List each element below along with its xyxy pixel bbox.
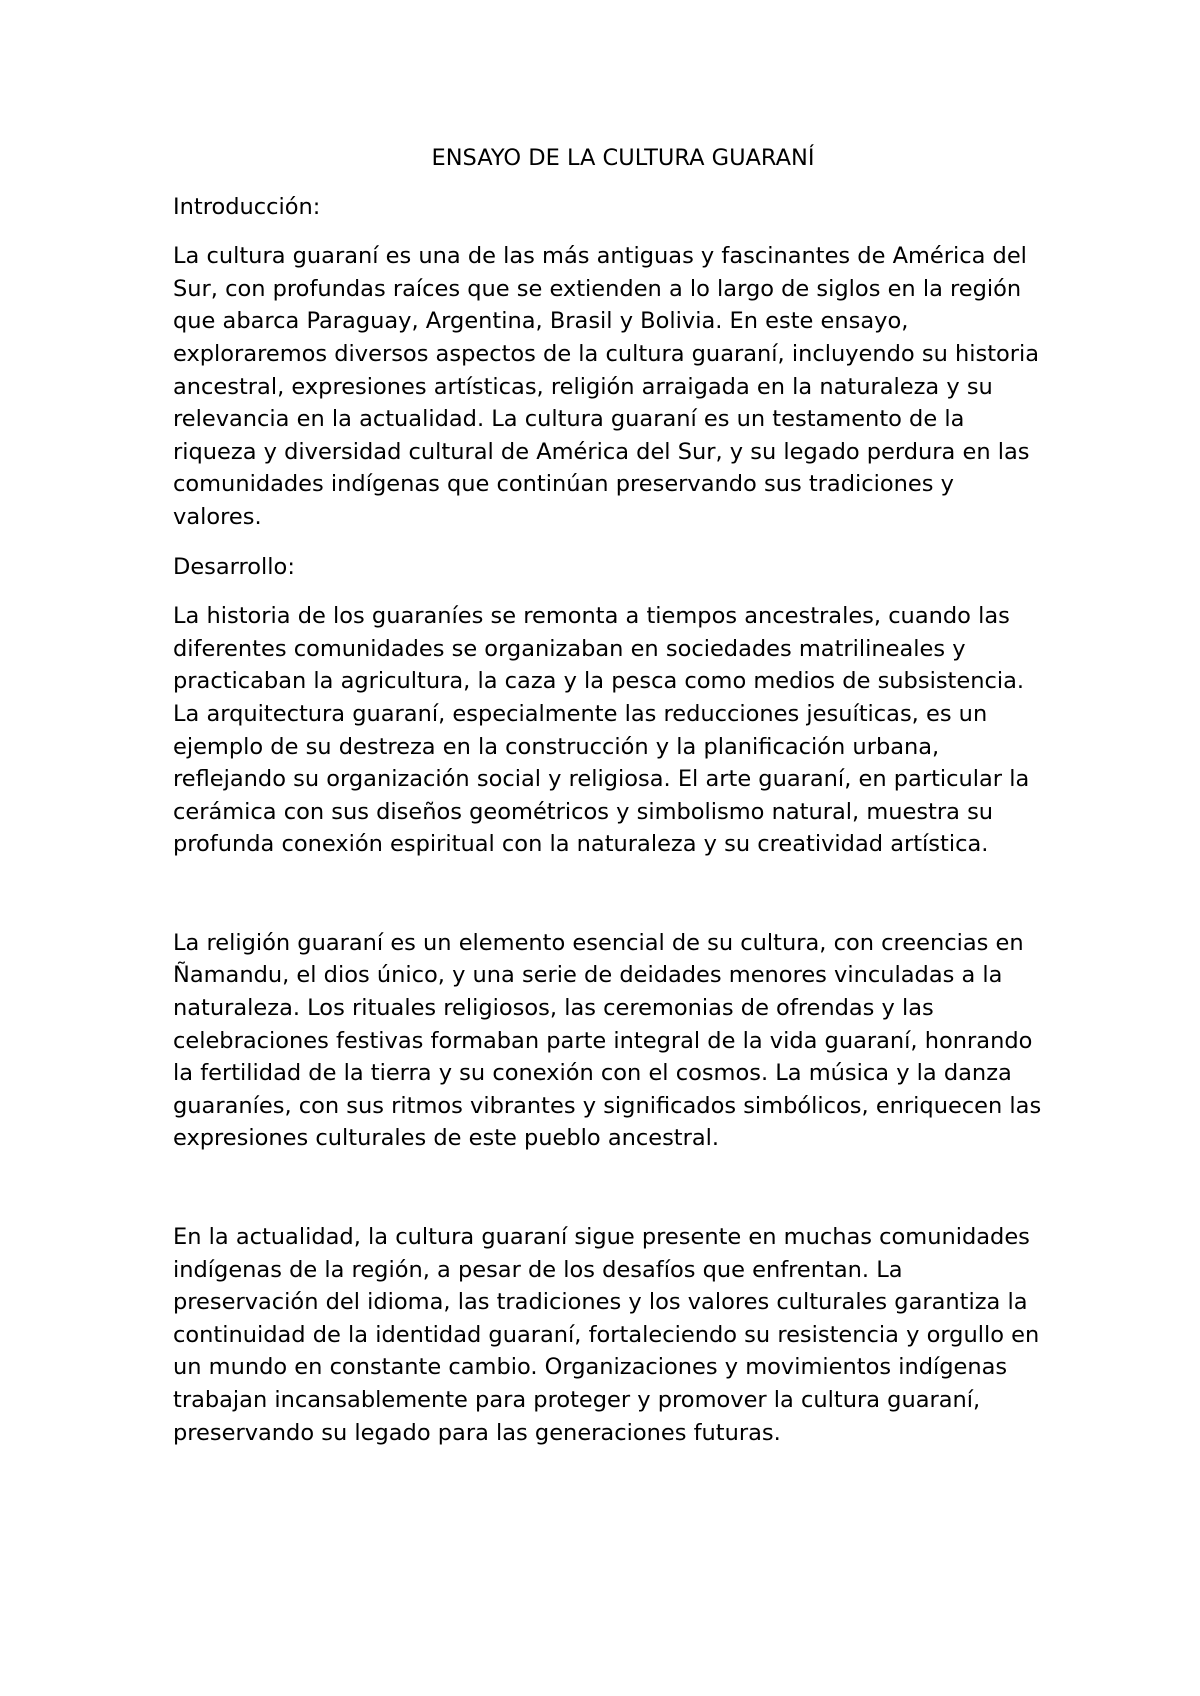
development-paragraph-present: En la actualidad, la cultura guaraní sigue presente en muchas comunidades indígenas de la región, a pesar de los desafíos que enfrentan. La preservación del idioma, las tradiciones y los valores culturales garantiza la continuidad de la identidad guaraní, fortaleciendo su resistencia y orgullo en un mundo en constante cambio. Organizaciones y movimientos indígenas trabajan incansablemente para proteger y promover la cultura guaraní, preservando su legado para las generaciones futuras. bbox=[173, 1224, 1040, 1446]
development-paragraph-history: La historia de los guaraníes se remonta a tiempos ancestrales, cuando las diferentes comunidades se organizaban en sociedades matrilineales y practicaban la agricultura, la caza y la pesca como medios de subsistencia. La arquitectura guaraní, especialmente las reducciones jesuíticas, es un ejemplo de su destreza en la construcción y la planificación urbana, reflejando su organización social y religiosa. El arte guaraní, en particular la cerámica con sus diseños geométricos y simbolismo natural, muestra su profunda conexión espiritual con la naturaleza y su creatividad artística. bbox=[173, 603, 1030, 858]
blank-line bbox=[173, 878, 1043, 927]
intro-heading: Introducción: bbox=[173, 193, 321, 220]
development-paragraph-religion: La religión guaraní es un elemento esencial de su cultura, con creencias en Ñamandu, el dios único, y una serie de deidades menores vinculadas a la naturaleza. Los rituales religiosos, las ceremonias de ofrendas y las celebraciones festivas formaban parte integral de la vida guaraní, honrando la fertilidad de la tierra y su conexión con el cosmos. La música y la danza guaraníes, con sus ritmos vibrantes y significados simbólicos, enriquecen las expresiones culturales de este pueblo ancestral. bbox=[173, 929, 1042, 1152]
document-title: ENSAYO DE LA CULTURA GUARANÍ bbox=[431, 145, 815, 171]
intro-paragraph: La cultura guaraní es una de las más antiguas y fascinantes de América del Sur, con profundas raíces que se extienden a lo largo de siglos en la región que abarca Paraguay, Argentina, Brasil y Bolivia. En este ensayo, exploraremos diversos aspectos de la cultura guaraní, incluyendo su historia ancestral, expresiones artísticas, religión arraigada en la naturaleza y su relevancia en la actualidad. La cultura guaraní es un testamento de la riqueza y diversidad cultural de América del Sur, y su legado perdura en las comunidades indígenas que continúan preservando sus tradiciones y valores. bbox=[173, 243, 1040, 530]
document-body bbox=[173, 142, 1043, 1466]
blank-line bbox=[173, 1172, 1043, 1221]
development-heading: Desarrollo: bbox=[173, 553, 295, 580]
